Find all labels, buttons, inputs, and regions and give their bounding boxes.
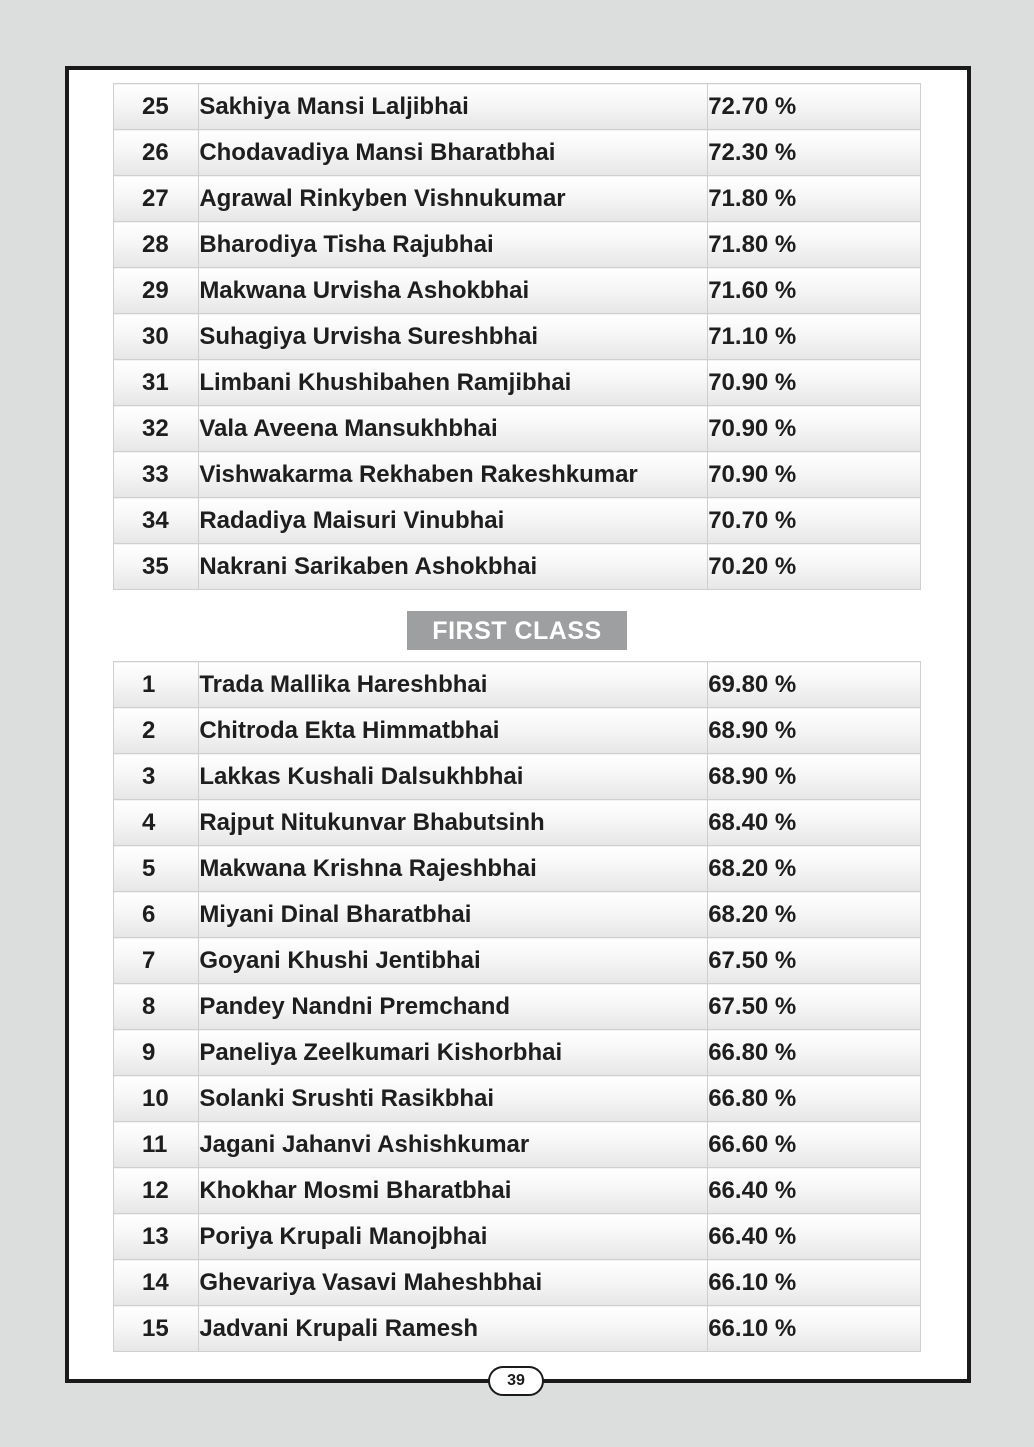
student-name-cell: Suhagiya Urvisha Sureshbhai xyxy=(199,314,708,360)
student-name-cell: Ghevariya Vasavi Maheshbhai xyxy=(199,1260,708,1306)
percentage-cell: 66.40 % xyxy=(708,1214,921,1260)
student-name-cell: Jagani Jahanvi Ashishkumar xyxy=(199,1122,708,1168)
student-name-cell: Chodavadiya Mansi Bharatbhai xyxy=(199,130,708,176)
percentage-cell: 66.40 % xyxy=(708,1168,921,1214)
percentage-cell: 70.90 % xyxy=(708,452,921,498)
table-row xyxy=(114,222,921,268)
student-name-cell: Nakrani Sarikaben Ashokbhai xyxy=(199,544,708,590)
table-row xyxy=(114,846,921,892)
student-name-cell: Trada Mallika Hareshbhai xyxy=(199,662,708,708)
percentage-cell: 71.10 % xyxy=(708,314,921,360)
percentage-cell: 68.20 % xyxy=(708,892,921,938)
percentage-cell: 68.20 % xyxy=(708,846,921,892)
percentage-cell: 70.90 % xyxy=(708,406,921,452)
serial-number-cell: 13 xyxy=(114,1214,199,1260)
percentage-cell: 72.70 % xyxy=(708,84,921,130)
serial-number-cell: 30 xyxy=(114,314,199,360)
table-row xyxy=(114,892,921,938)
serial-number-cell: 26 xyxy=(114,130,199,176)
table-row xyxy=(114,176,921,222)
percentage-cell: 70.70 % xyxy=(708,498,921,544)
table-row xyxy=(114,268,921,314)
student-name-cell: Chitroda Ekta Himmatbhai xyxy=(199,708,708,754)
percentage-cell: 71.80 % xyxy=(708,176,921,222)
serial-number-cell: 15 xyxy=(114,1306,199,1352)
percentage-cell: 67.50 % xyxy=(708,984,921,1030)
student-name-cell: Khokhar Mosmi Bharatbhai xyxy=(199,1168,708,1214)
student-name-cell: Jadvani Krupali Ramesh xyxy=(199,1306,708,1352)
student-name-cell: Vishwakarma Rekhaben Rakeshkumar xyxy=(199,452,708,498)
serial-number-cell: 10 xyxy=(114,1076,199,1122)
serial-number-cell: 33 xyxy=(114,452,199,498)
serial-number-cell: 34 xyxy=(114,498,199,544)
results-table-top-body xyxy=(114,84,921,590)
serial-number-cell: 12 xyxy=(114,1168,199,1214)
serial-number-cell: 2 xyxy=(114,708,199,754)
serial-number-cell: 14 xyxy=(114,1260,199,1306)
student-name-cell: Goyani Khushi Jentibhai xyxy=(199,938,708,984)
student-name-cell: Bharodiya Tisha Rajubhai xyxy=(199,222,708,268)
table-row xyxy=(114,1168,921,1214)
student-name-cell: Poriya Krupali Manojbhai xyxy=(199,1214,708,1260)
serial-number-cell: 29 xyxy=(114,268,199,314)
student-name-cell: Rajput Nitukunvar Bhabutsinh xyxy=(199,800,708,846)
percentage-cell: 68.90 % xyxy=(708,708,921,754)
table-row xyxy=(114,1260,921,1306)
table-row xyxy=(114,1030,921,1076)
serial-number-cell: 8 xyxy=(114,984,199,1030)
serial-number-cell: 27 xyxy=(114,176,199,222)
percentage-cell: 66.10 % xyxy=(708,1260,921,1306)
table-row xyxy=(114,406,921,452)
serial-number-cell: 31 xyxy=(114,360,199,406)
table-row xyxy=(114,984,921,1030)
table-row xyxy=(114,800,921,846)
serial-number-cell: 25 xyxy=(114,84,199,130)
percentage-cell: 66.80 % xyxy=(708,1076,921,1122)
percentage-cell: 69.80 % xyxy=(708,662,921,708)
student-name-cell: Solanki Srushti Rasikbhai xyxy=(199,1076,708,1122)
table-row xyxy=(114,708,921,754)
percentage-cell: 70.90 % xyxy=(708,360,921,406)
table-row xyxy=(114,1306,921,1352)
student-name-cell: Limbani Khushibahen Ramjibhai xyxy=(199,360,708,406)
serial-number-cell: 32 xyxy=(114,406,199,452)
student-name-cell: Miyani Dinal Bharatbhai xyxy=(199,892,708,938)
table-row xyxy=(114,498,921,544)
serial-number-cell: 28 xyxy=(114,222,199,268)
percentage-cell: 71.80 % xyxy=(708,222,921,268)
table-row xyxy=(114,1076,921,1122)
serial-number-cell: 11 xyxy=(114,1122,199,1168)
page-number: 39 xyxy=(488,1366,544,1396)
table-row xyxy=(114,754,921,800)
student-name-cell: Pandey Nandni Premchand xyxy=(199,984,708,1030)
serial-number-cell: 7 xyxy=(114,938,199,984)
serial-number-cell: 1 xyxy=(114,662,199,708)
percentage-cell: 70.20 % xyxy=(708,544,921,590)
student-name-cell: Makwana Krishna Rajeshbhai xyxy=(199,846,708,892)
table-row xyxy=(114,662,921,708)
section-heading-first-class: FIRST CLASS xyxy=(407,611,627,650)
results-table-first-class-body xyxy=(114,662,921,1352)
percentage-cell: 66.60 % xyxy=(708,1122,921,1168)
table-row xyxy=(114,938,921,984)
results-table-top xyxy=(113,83,921,590)
serial-number-cell: 6 xyxy=(114,892,199,938)
table-row xyxy=(114,1122,921,1168)
percentage-cell: 67.50 % xyxy=(708,938,921,984)
student-name-cell: Makwana Urvisha Ashokbhai xyxy=(199,268,708,314)
student-name-cell: Lakkas Kushali Dalsukhbhai xyxy=(199,754,708,800)
percentage-cell: 66.80 % xyxy=(708,1030,921,1076)
results-table-first-class xyxy=(113,661,921,1352)
percentage-cell: 72.30 % xyxy=(708,130,921,176)
percentage-cell: 68.40 % xyxy=(708,800,921,846)
percentage-cell: 71.60 % xyxy=(708,268,921,314)
serial-number-cell: 4 xyxy=(114,800,199,846)
table-row xyxy=(114,1214,921,1260)
student-name-cell: Paneliya Zeelkumari Kishorbhai xyxy=(199,1030,708,1076)
table-row xyxy=(114,314,921,360)
table-row xyxy=(114,544,921,590)
table-row xyxy=(114,452,921,498)
student-name-cell: Radadiya Maisuri Vinubhai xyxy=(199,498,708,544)
serial-number-cell: 35 xyxy=(114,544,199,590)
student-name-cell: Vala Aveena Mansukhbhai xyxy=(199,406,708,452)
table-row xyxy=(114,84,921,130)
serial-number-cell: 9 xyxy=(114,1030,199,1076)
percentage-cell: 66.10 % xyxy=(708,1306,921,1352)
student-name-cell: Sakhiya Mansi Laljibhai xyxy=(199,84,708,130)
page-frame xyxy=(65,66,971,1383)
student-name-cell: Agrawal Rinkyben Vishnukumar xyxy=(199,176,708,222)
percentage-cell: 68.90 % xyxy=(708,754,921,800)
table-row xyxy=(114,130,921,176)
serial-number-cell: 3 xyxy=(114,754,199,800)
table-row xyxy=(114,360,921,406)
serial-number-cell: 5 xyxy=(114,846,199,892)
